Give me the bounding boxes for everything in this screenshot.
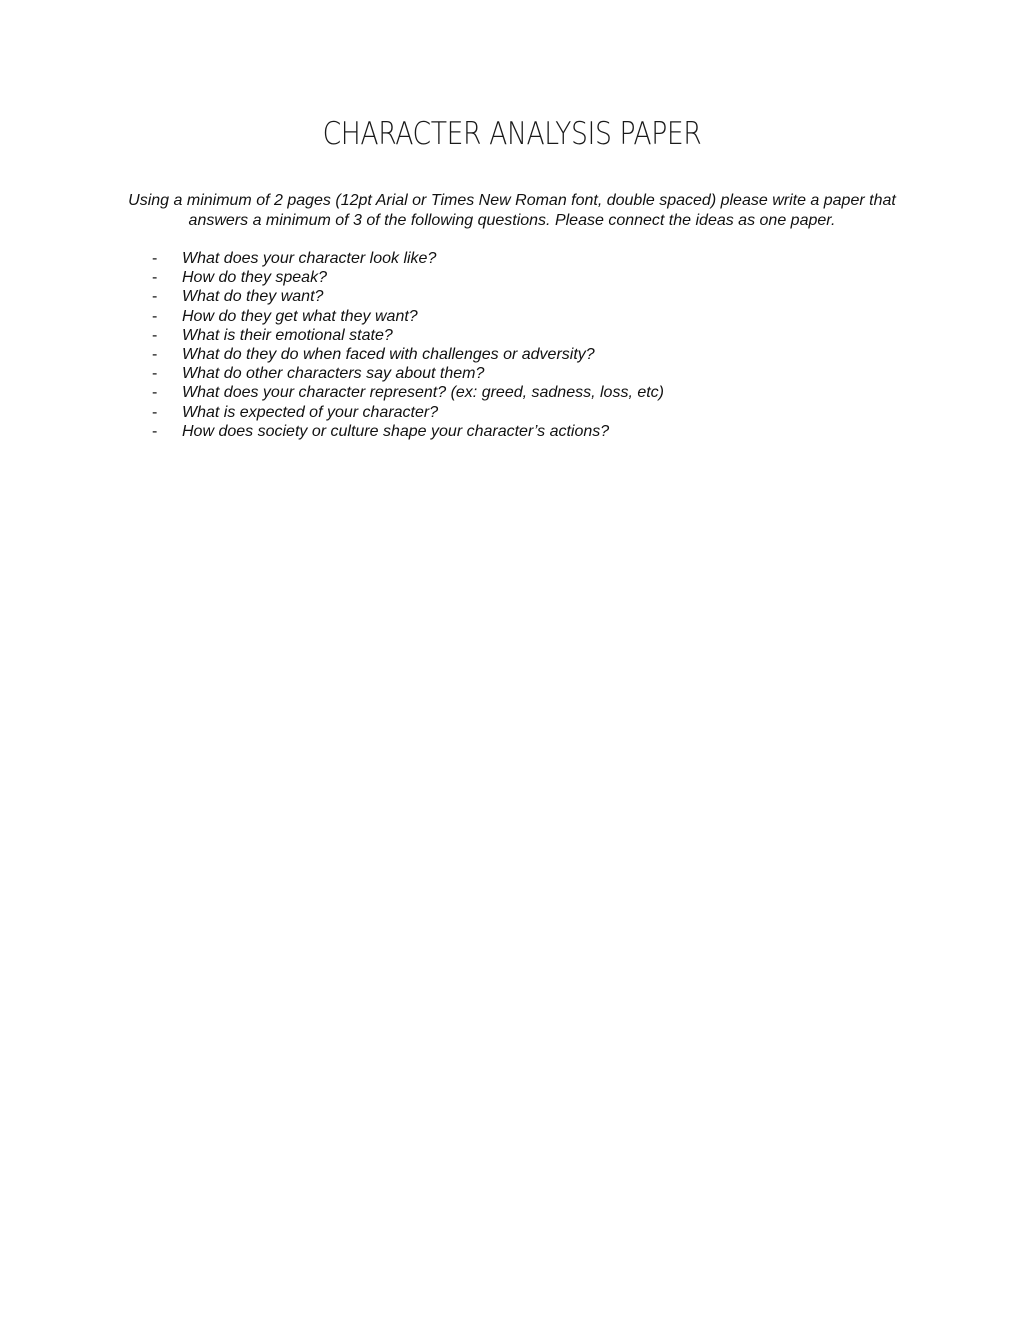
- question-text: How do they speak?: [182, 269, 327, 287]
- question-text: What does your character look like?: [182, 250, 437, 267]
- list-item: [150, 268, 910, 287]
- list-item: [150, 326, 910, 345]
- bullet-dash: -: [152, 403, 158, 421]
- question-text: What is expected of your character?: [182, 403, 439, 421]
- question-text: What do they want?: [182, 288, 324, 306]
- list-item: [150, 364, 910, 383]
- list-item: [150, 249, 910, 268]
- question-text: What does your character represent? (ex: greed, sadness, loss, etc): [182, 384, 665, 402]
- question-text: How do they get what they want?: [182, 307, 418, 325]
- bullet-dash: -: [152, 422, 158, 440]
- list-item: [150, 307, 910, 326]
- list-item: [150, 287, 910, 306]
- question-text: What do they do when faced with challenges or adversity?: [182, 346, 595, 364]
- bullet-dash: -: [152, 307, 158, 325]
- list-item: [150, 422, 910, 441]
- bullet-dash: -: [152, 250, 158, 267]
- bullet-dash: -: [152, 384, 158, 402]
- list-item: [150, 403, 910, 422]
- document-title: CHARACTER ANALYSIS PAPER: [322, 116, 702, 152]
- bullet-dash: -: [152, 365, 158, 383]
- question-text: What is their emotional state?: [182, 326, 393, 344]
- question-text: How does society or culture shape your character’s actions?: [182, 422, 610, 440]
- bullet-dash: -: [152, 288, 158, 306]
- list-item: [150, 383, 910, 402]
- bullet-dash: -: [152, 269, 158, 287]
- question-text: What do other characters say about them?: [182, 365, 485, 383]
- instructions-paragraph: Using a minimum of 2 pages (12pt Arial or Times New Roman font, double spaced) please write a paper that answers a minimum of 3 of the following questions. Please connect the ideas as one paper.: [128, 192, 896, 229]
- bullet-dash: -: [152, 326, 158, 344]
- list-item: [150, 345, 910, 364]
- question-list: [150, 249, 910, 441]
- bullet-dash: -: [152, 346, 158, 364]
